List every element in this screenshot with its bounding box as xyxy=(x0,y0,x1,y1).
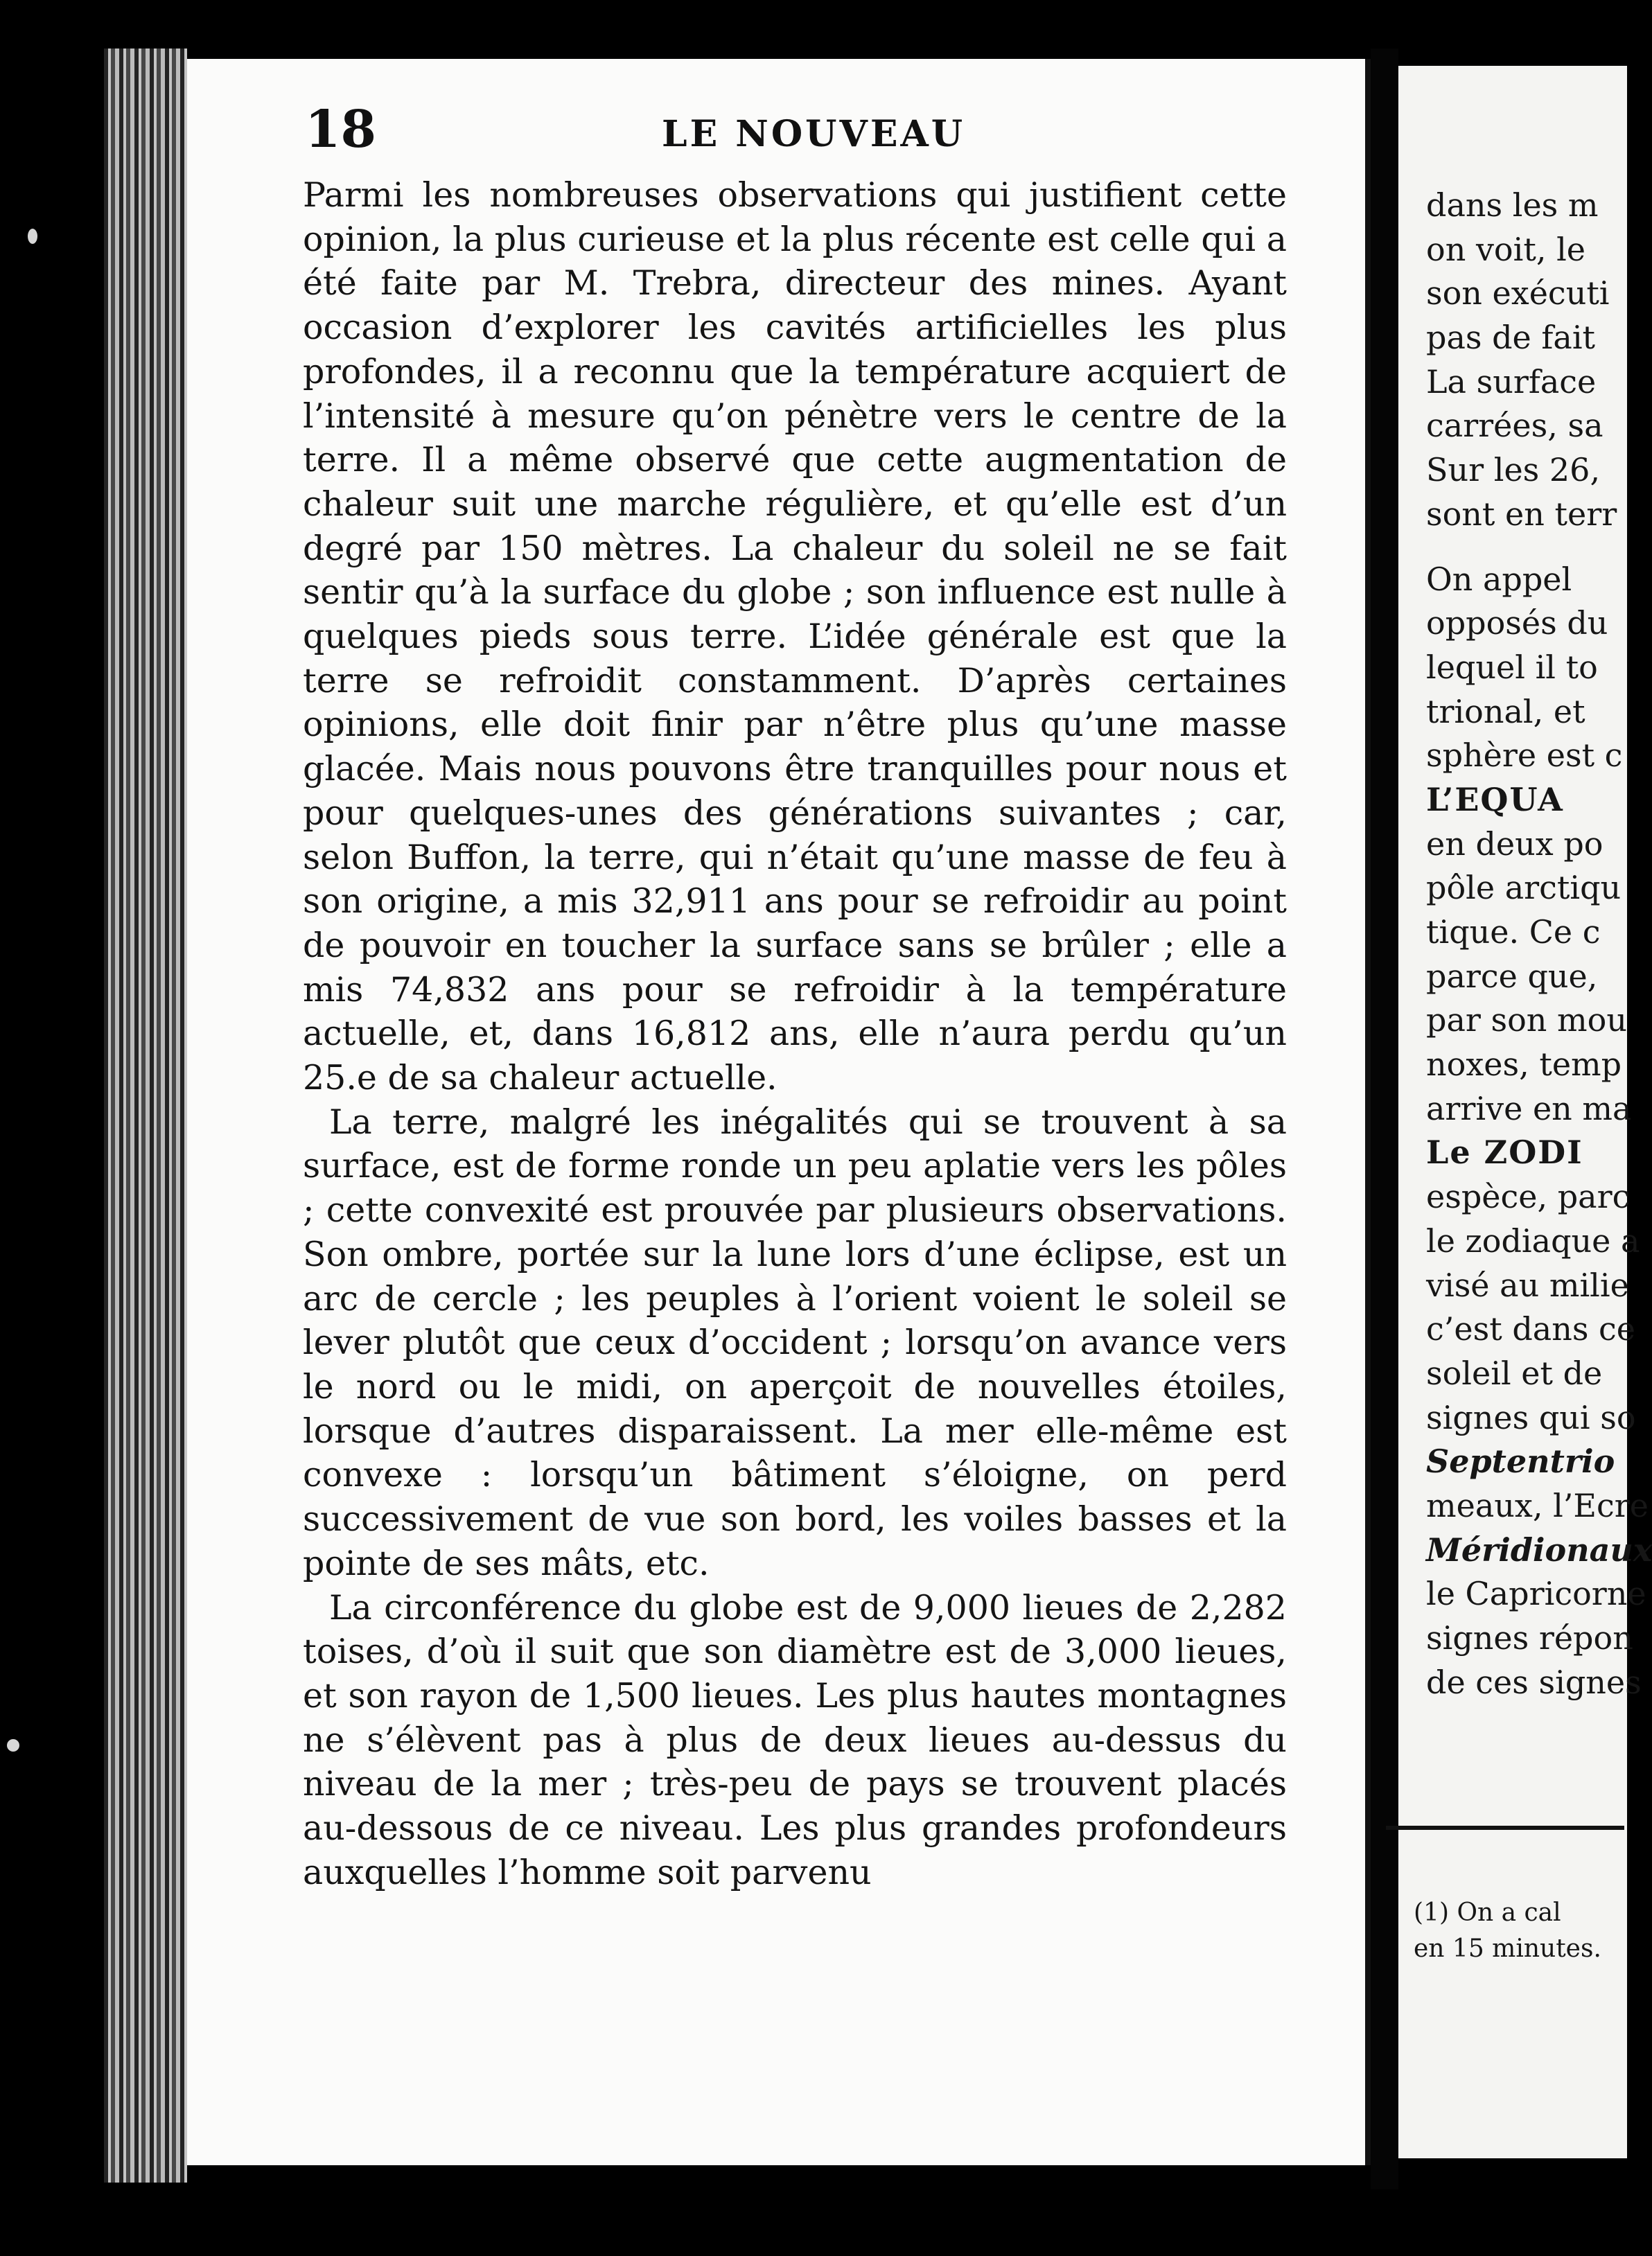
adjacent-line: pôle arctiqu xyxy=(1426,869,1622,907)
footnote-line: (1) On a cal xyxy=(1414,1898,1561,1927)
adjacent-gap xyxy=(1426,537,1648,558)
adjacent-line: L’EQUA xyxy=(1426,780,1564,818)
adjacent-line: La surface xyxy=(1426,362,1597,400)
page-number: 18 xyxy=(305,100,376,159)
footnote-rule xyxy=(1386,1826,1624,1830)
adjacent-line: par son mou xyxy=(1426,1001,1627,1039)
main-text-column xyxy=(303,173,1287,1894)
adjacent-line: tique. Ce c xyxy=(1426,913,1601,951)
adjacent-line: noxes, temp xyxy=(1426,1046,1622,1084)
running-head xyxy=(305,100,1310,166)
adjacent-line: dans les m xyxy=(1426,186,1599,224)
adjacent-line: visé au milie xyxy=(1426,1266,1629,1304)
adjacent-line: Septentrio xyxy=(1426,1443,1615,1481)
paragraph: La terre, malgré les inégalités qui se trouvent à sa surface, est de forme ronde un peu aplatie vers les pôles ; cette convexité est prouvée par plusieurs observations. Son ombre, portée sur la lune lors d’une éclipse, est un arc de cercle ; les peuples à l’orient voient le soleil se lever plutôt que ceux d’occident ; lorsqu’on avance vers le nord ou le midi, on aperçoit de nouvelles étoiles, lorsque d’autres disparaissent. La mer elle-même est convexe : lorsqu’un bâtiment s’éloigne, on perd successivement de vue son bord, les voiles basses et la pointe de ses mâts, etc. xyxy=(303,1102,1287,1583)
adjacent-line: soleil et de xyxy=(1426,1354,1603,1392)
adjacent-line: espèce, parc xyxy=(1426,1178,1631,1216)
adjacent-line: en deux po xyxy=(1426,825,1603,863)
adjacent-line: arrive en ma xyxy=(1426,1089,1632,1127)
adjacent-line: sphère est c xyxy=(1426,737,1623,775)
adjacent-line: meaux, l’Ecre xyxy=(1426,1486,1649,1524)
adjacent-line: pas de fait xyxy=(1426,319,1596,357)
adjacent-line: le zodiaque a xyxy=(1426,1222,1640,1260)
scan-border xyxy=(0,0,104,2256)
adjacent-line: signes qui so xyxy=(1426,1398,1636,1436)
adjacent-footnote xyxy=(1414,1895,1635,1967)
book-page-edges xyxy=(104,49,187,2183)
scan-speck xyxy=(28,229,37,244)
paragraph: Parmi les nombreuses observations qui justifient cette opinion, la plus curieuse et la plus récente est celle qui a été faite par M. Trebra, directeur des mines. Ayant occasion d’explorer les cavités artificielles les plus profondes, il a reconnu que la température acquiert de l’intensité à mesure qu’on pénètre vers le centre de la terre. Il a même observé que cette augmentation de chaleur suit une marche régulière, et qu’elle est d’un degré par 150 mètres. La chaleur du soleil ne se fait sentir qu’à la surface du globe ; son influence est nulle à quelques pieds sous terre. L’idée générale est que la terre se refroidit constamment. D’après certaines opinions, elle doit finir par n’être plus qu’une masse glacée. Mais nous pouvons être tranquilles pour nous et pour quelques-unes des générations suivantes ; car, selon Buffon, la terre, qui n’était qu’une masse de feu à son origine, a mis 32,911 ans pour se refroidir au point de pouvoir en toucher la surface sans se brûler ; elle a mis 74,832 ans pour se refroidir à la température actuelle, et, dans 16,812 ans, elle n’aura perdu qu’un 25.e de sa chaleur actuelle. xyxy=(303,175,1287,1098)
adjacent-line: on voit, le xyxy=(1426,230,1585,268)
adjacent-line: c’est dans ce xyxy=(1426,1310,1636,1348)
adjacent-line: signes répon xyxy=(1426,1619,1633,1657)
adjacent-page-column xyxy=(1426,184,1652,1704)
adjacent-line: le Capricorne xyxy=(1426,1575,1646,1613)
paragraph: La circonférence du globe est de 9,000 lieues de 2,282 toises, d’où il suit que son diamètre est de 3,000 lieues, et son rayon de 1,500 lieues. Les plus hautes montagnes ne s’élèvent pas à plus de deux lieues au-dessus du niveau de la mer ; très-peu de pays se trouvent placés au-dessous de ce niveau. Les plus grandes profondeurs auxquelles l’homme soit parvenu xyxy=(303,1587,1287,1892)
scan-speck xyxy=(7,1739,19,1752)
adjacent-line: Sur les 26, xyxy=(1426,451,1601,489)
adjacent-line: trional, et xyxy=(1426,692,1585,730)
adjacent-line: parce que, xyxy=(1426,957,1598,995)
adjacent-line: On appel xyxy=(1426,560,1572,598)
adjacent-line: de ces signes xyxy=(1426,1663,1642,1701)
adjacent-line: sont en terr xyxy=(1426,495,1617,533)
adjacent-line: Le ZODI xyxy=(1426,1134,1583,1172)
adjacent-line: Méridionaux xyxy=(1426,1531,1652,1569)
adjacent-line: lequel il to xyxy=(1426,648,1598,686)
book-gutter xyxy=(1371,49,1398,2189)
footnote-line: en 15 minutes. xyxy=(1414,1935,1601,1963)
adjacent-line: carrées, sa xyxy=(1426,407,1603,445)
adjacent-line: son exécuti xyxy=(1426,274,1610,312)
running-title: LE NOUVEAU xyxy=(662,113,966,155)
adjacent-line: opposés du xyxy=(1426,604,1608,642)
